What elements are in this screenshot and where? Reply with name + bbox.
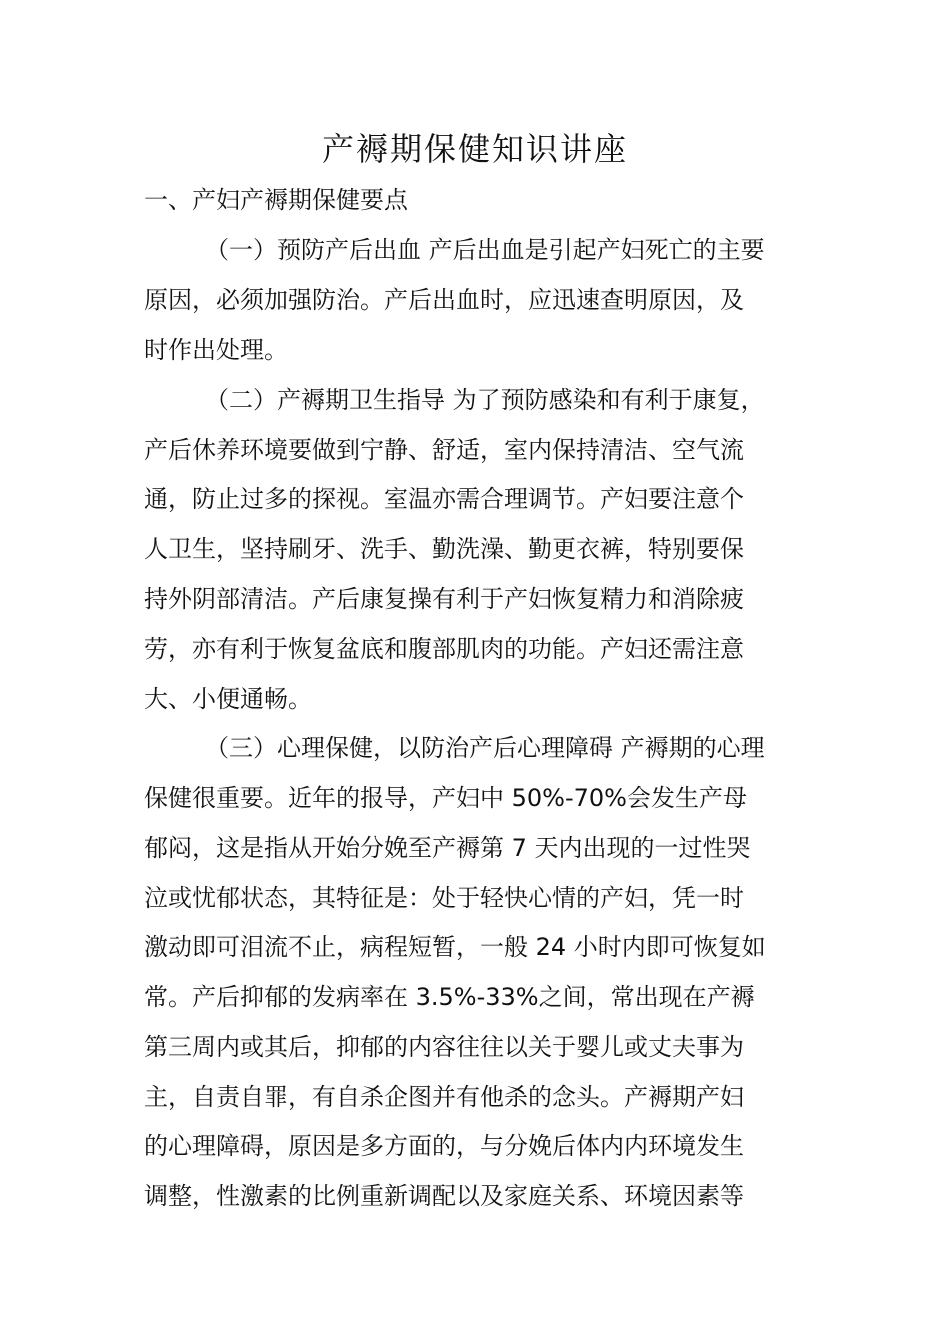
paragraph-1-line-3: 时作出处理。 <box>144 336 288 364</box>
paragraph-3-line-1: （三）心理保健，以防治产后心理障碍 产褥期的心理 <box>205 734 765 762</box>
paragraph-3-line-4: 泣或忧郁状态，其特征是：处于轻快心情的产妇，凭一时 <box>144 884 744 912</box>
paragraph-3-line-3: 郁闷，这是指从开始分娩至产褥第 7 天内出现的一过性哭 <box>144 834 751 862</box>
paragraph-3-line-5: 激动即可泪流不止，病程短暂，一般 24 小时内即可恢复如 <box>144 933 766 961</box>
section-heading: 一、产妇产褥期保健要点 <box>144 186 408 214</box>
paragraph-3-line-7: 第三周内或其后，抑郁的内容往往以关于婴儿或丈夫事为 <box>144 1033 744 1061</box>
paragraph-2-line-7: 大、小便通畅。 <box>144 685 312 713</box>
paragraph-2-line-2: 产后休养环境要做到宁静、舒适，室内保持清洁、空气流 <box>144 436 744 464</box>
paragraph-2-line-3: 通，防止过多的探视。室温亦需合理调节。产妇要注意个 <box>144 485 744 513</box>
paragraph-2-line-5: 持外阴部清洁。产后康复操有利于产妇恢复精力和消除疲 <box>144 585 744 613</box>
paragraph-2-line-6: 劳，亦有利于恢复盆底和腹部肌肉的功能。产妇还需注意 <box>144 635 744 663</box>
paragraph-1-line-2: 原因，必须加强防治。产后出血时，应迅速查明原因，及 <box>144 286 744 314</box>
paragraph-2-line-4: 人卫生，坚持刷牙、洗手、勤洗澡、勤更衣裤，特别要保 <box>144 535 744 563</box>
paragraph-3-line-2: 保健很重要。近年的报导，产妇中 50%-70%会发生产母 <box>144 784 747 812</box>
paragraph-3-line-10: 调整，性激素的比例重新调配以及家庭关系、环境因素等 <box>144 1182 744 1210</box>
paragraph-2-line-1: （二）产褥期卫生指导 为了预防感染和有利于康复， <box>205 386 765 414</box>
document-title: 产褥期保健知识讲座 <box>321 130 628 168</box>
paragraph-3-line-6: 常。产后抑郁的发病率在 3.5%-33%之间，常出现在产褥 <box>144 983 755 1011</box>
paragraph-1-line-1: （一）预防产后出血 产后出血是引起产妇死亡的主要 <box>205 236 765 264</box>
paragraph-3-line-8: 主，自责自罪，有自杀企图并有他杀的念头。产褥期产妇 <box>144 1083 744 1111</box>
paragraph-3-line-9: 的心理障碍，原因是多方面的，与分娩后体内内环境发生 <box>144 1132 744 1160</box>
